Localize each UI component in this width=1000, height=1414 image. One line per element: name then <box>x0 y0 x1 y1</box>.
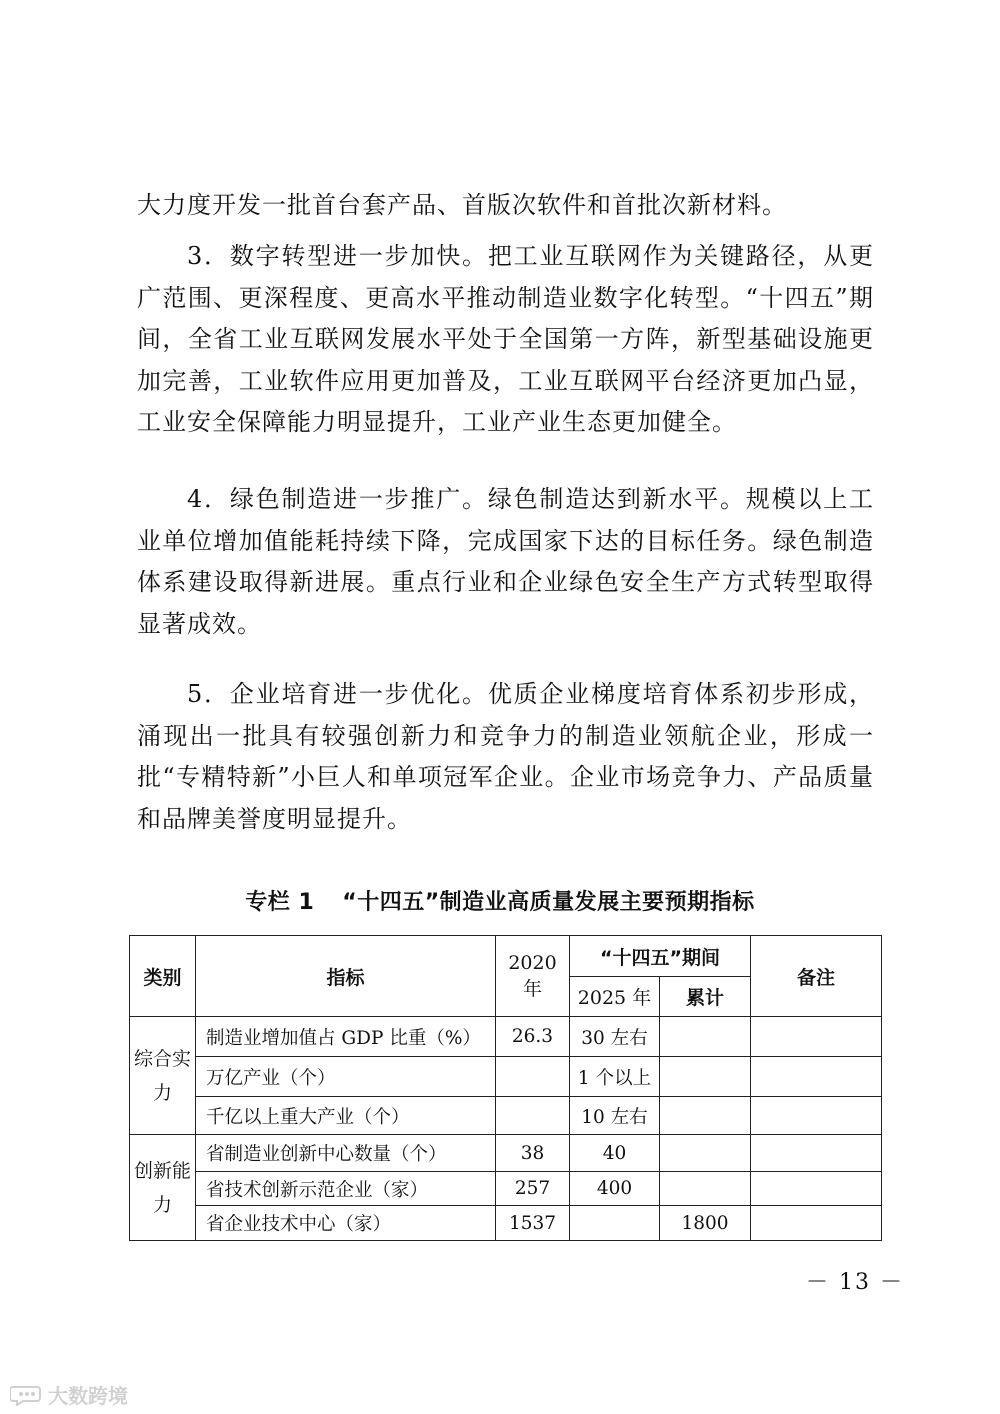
indicator-cell: 万亿产业（个） <box>196 1057 496 1097</box>
value-2025-cell: 40 <box>570 1135 660 1172</box>
header-indicator: 指标 <box>196 936 496 1017</box>
indicator-cell: 制造业增加值占 GDP 比重（%） <box>196 1017 496 1057</box>
table-row <box>130 1206 882 1241</box>
value-2020-cell: 1537 <box>496 1206 570 1241</box>
value-2020-cell: 26.3 <box>496 1017 570 1057</box>
value-2025-cell <box>570 1206 660 1241</box>
header-category: 类别 <box>130 936 196 1017</box>
value-2025-cell: 10 左右 <box>570 1097 660 1135</box>
value-cumulative-cell <box>660 1057 751 1097</box>
watermark <box>10 1380 128 1409</box>
remarks-cell <box>751 1097 882 1135</box>
header-remarks: 备注 <box>751 936 882 1017</box>
indicator-cell: 省企业技术中心（家） <box>196 1206 496 1241</box>
value-cumulative-cell <box>660 1017 751 1057</box>
value-2025-cell: 30 左右 <box>570 1017 660 1057</box>
header-2025: 2025 年 <box>570 977 660 1017</box>
table-row <box>130 1172 882 1206</box>
value-2020-cell: 38 <box>496 1135 570 1172</box>
value-cumulative-cell: 1800 <box>660 1206 751 1241</box>
remarks-cell <box>751 1135 882 1172</box>
value-cumulative-cell <box>660 1097 751 1135</box>
remarks-cell <box>751 1017 882 1057</box>
table-title-text: “十四五”制造业高质量发展主要预期指标 <box>342 890 755 915</box>
table-header-row <box>130 936 882 977</box>
table-row <box>130 1057 882 1097</box>
paragraph-digital-transformation: 3．数字转型进一步加快。把工业互联网作为关键路径，从更广范围、更深程度、更高水平推动制造业数字化转型。“十四五”期间，全省工业互联网发展水平处于全国第一方阵，新型基础设施更加完善，工业软件应用更加普及，工业互联网平台经济更加凸显，工业安全保障能力明显提升，工业产业生态更加健全。 <box>137 242 874 436</box>
indicator-cell: 千亿以上重大产业（个） <box>196 1097 496 1135</box>
value-2025-cell: 400 <box>570 1172 660 1206</box>
remarks-cell <box>751 1172 882 1206</box>
paragraph-continuation: 大力度开发一批首台套产品、首版次软件和首批次新材料。 <box>137 191 787 219</box>
table-title <box>0 885 1000 916</box>
indicator-cell: 省制造业创新中心数量（个） <box>196 1135 496 1172</box>
speech-bubble-icon <box>10 1384 44 1406</box>
value-2025-cell: 1 个以上 <box>570 1057 660 1097</box>
table-row <box>130 1097 882 1135</box>
value-cumulative-cell <box>660 1172 751 1206</box>
watermark-text: 大数跨境 <box>48 1384 128 1408</box>
table-row <box>130 1017 882 1057</box>
value-cumulative-cell <box>660 1135 751 1172</box>
value-2020-cell: 257 <box>496 1172 570 1206</box>
indicators-table <box>129 935 882 1241</box>
paragraph-enterprise-cultivation: 5．企业培育进一步优化。优质企业梯度培育体系初步形成，涌现出一批具有较强创新力和竞争力的制造业领航企业，形成一批“专精特新”小巨人和单项冠军企业。企业市场竞争力、产品质量和品牌美誉度明显提升。 <box>137 680 874 833</box>
category-cell: 综合实力 <box>130 1017 196 1135</box>
indicator-cell: 省技术创新示范企业（家） <box>196 1172 496 1206</box>
page-number: － 13 － <box>806 1270 904 1295</box>
header-period: “十四五”期间 <box>570 936 751 977</box>
table-title-label: 专栏 1 <box>245 890 315 915</box>
remarks-cell <box>751 1206 882 1241</box>
value-2020-cell <box>496 1057 570 1097</box>
paragraph-green-manufacturing: 4．绿色制造进一步推广。绿色制造达到新水平。规模以上工业单位增加值能耗持续下降，完成国家下达的目标任务。绿色制造体系建设取得新进展。重点行业和企业绿色安全生产方式转型取得显著成效。 <box>137 485 874 638</box>
category-cell: 创新能力 <box>130 1135 196 1241</box>
header-cumulative: 累计 <box>660 977 751 1017</box>
table-row <box>130 1135 882 1172</box>
remarks-cell <box>751 1057 882 1097</box>
header-2020: 2020年 <box>496 936 570 1017</box>
value-2020-cell <box>496 1097 570 1135</box>
